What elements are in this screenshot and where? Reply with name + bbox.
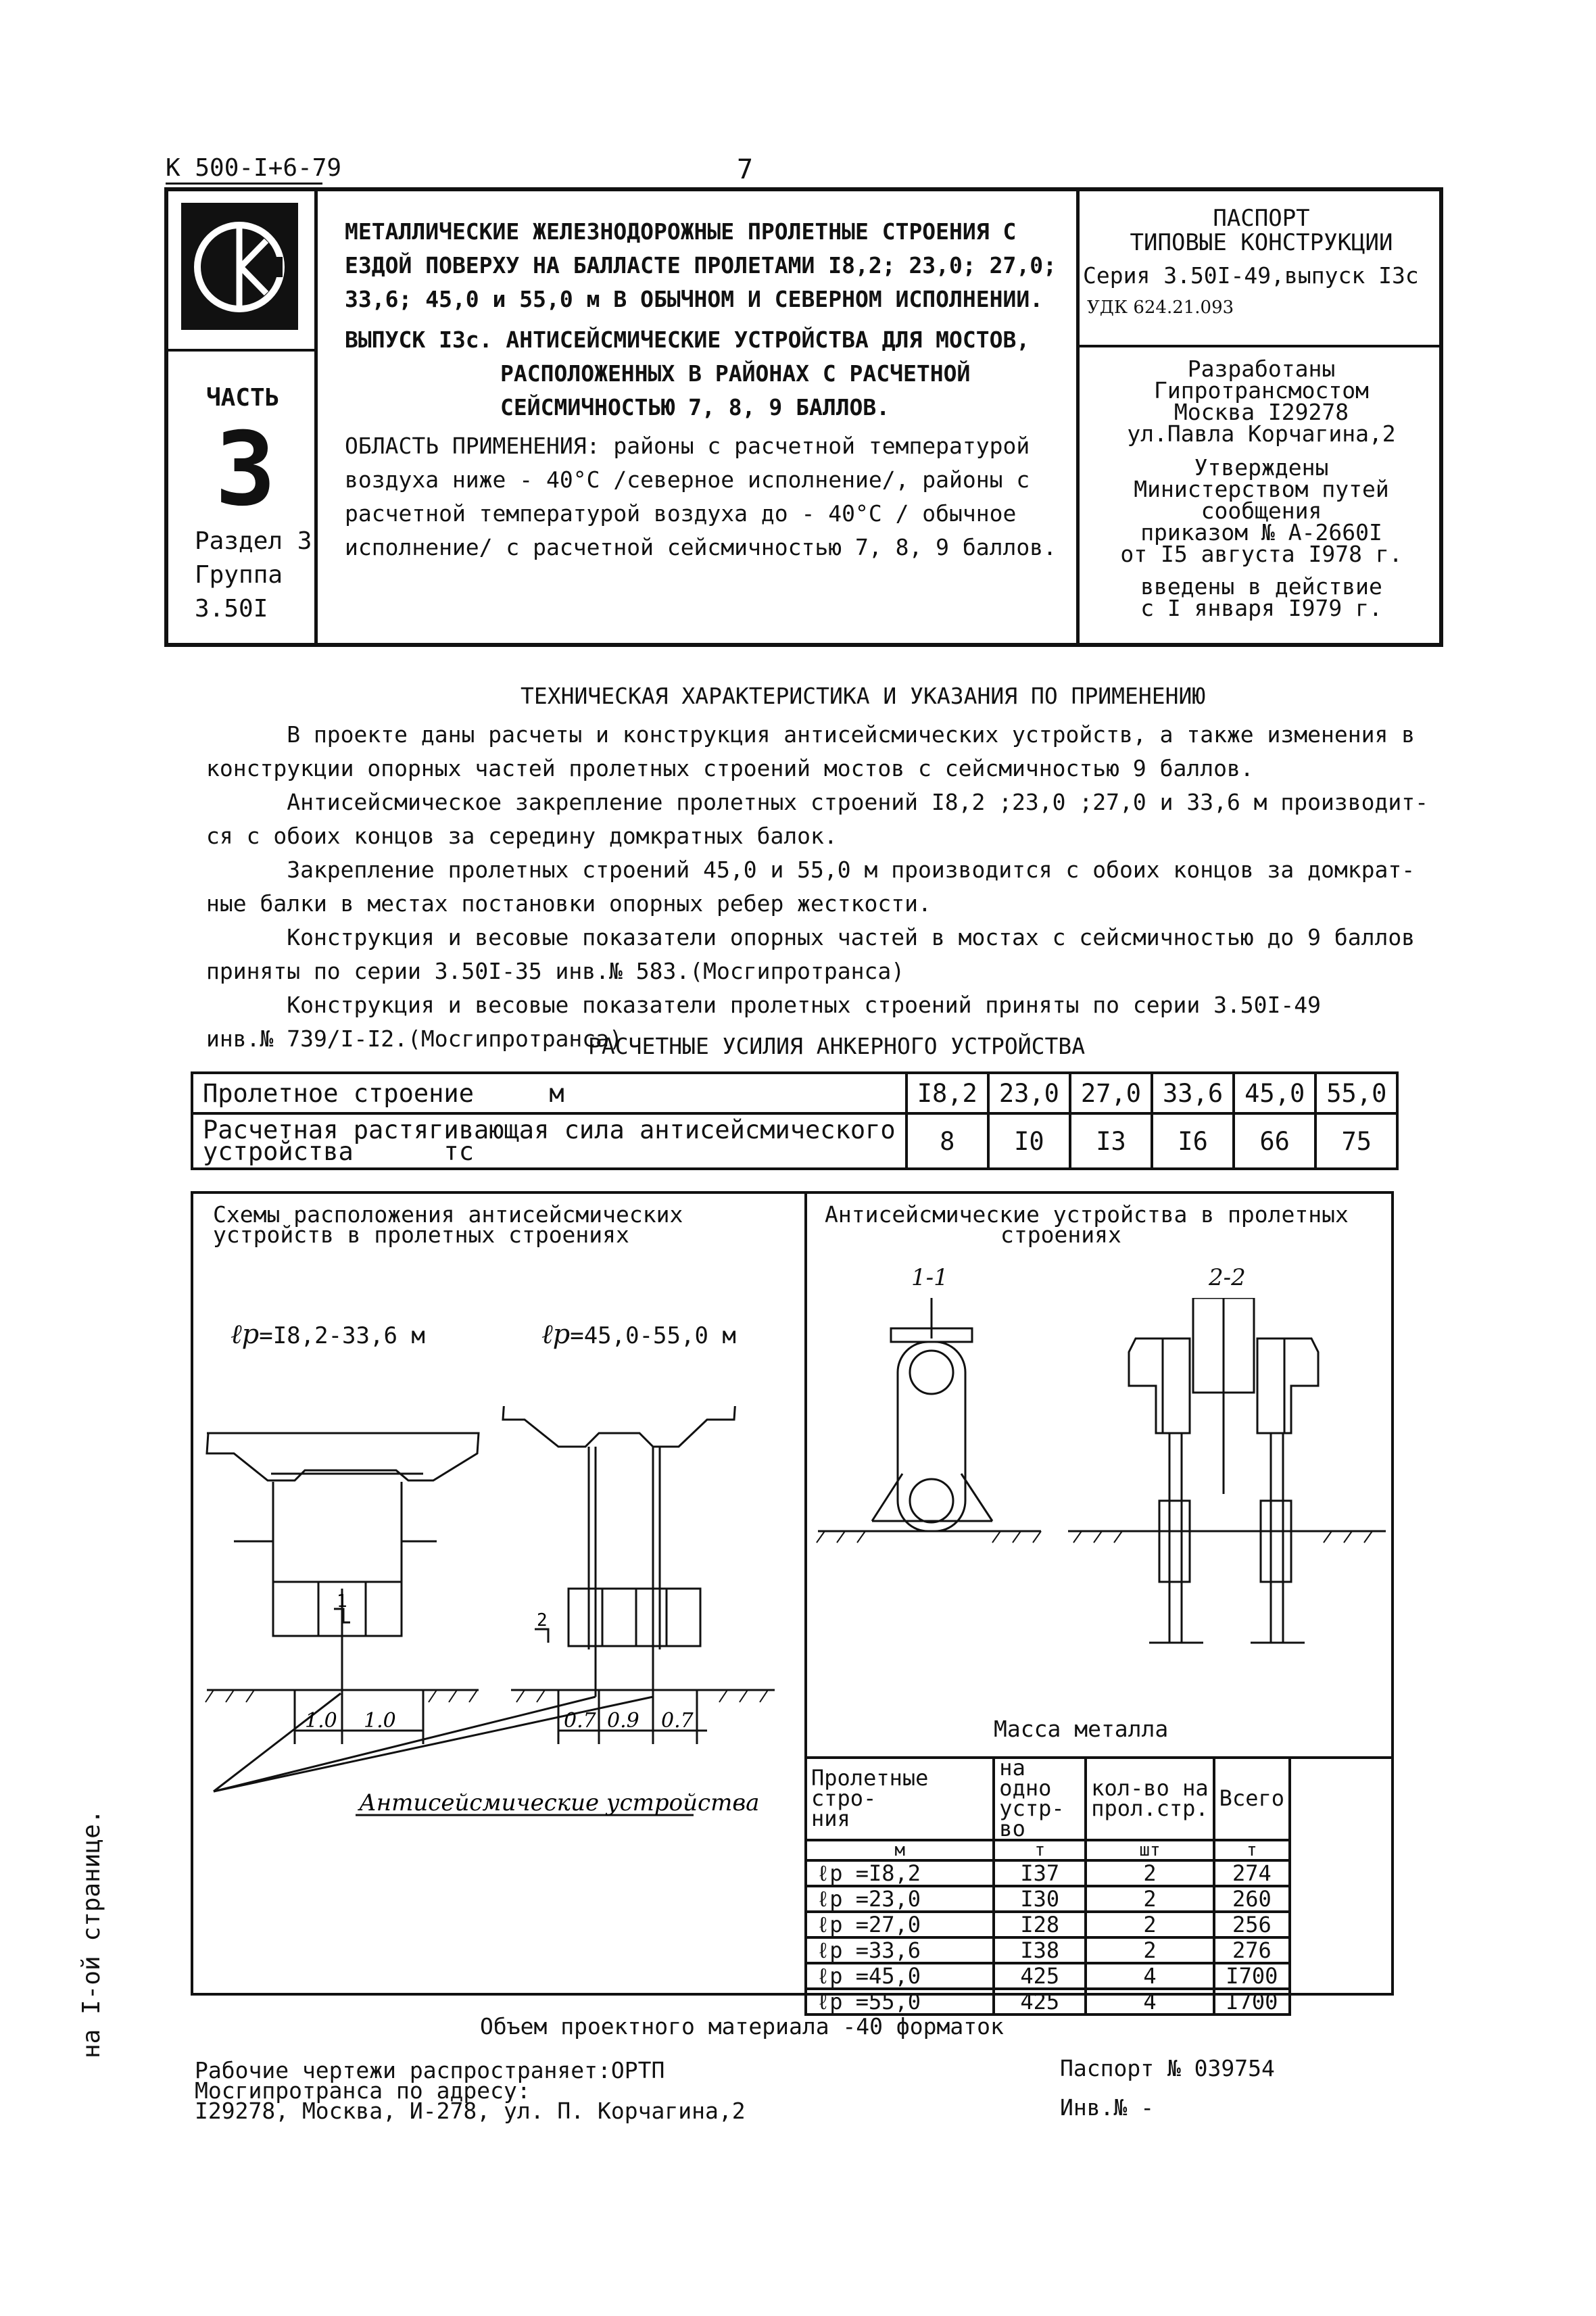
dim-a-1: 1.0: [364, 1709, 396, 1733]
forces-table: [191, 1071, 1399, 1170]
body-line: В проекте даны расчеты и конструкция антисейсмических устройств, а также изменения в: [206, 721, 1416, 748]
mass-count: 4: [1086, 1989, 1213, 2015]
logo-divider: [164, 349, 316, 352]
mass-header: Всего: [1214, 1758, 1290, 1840]
title-line: МЕТАЛЛИЧЕСКИЕ ЖЕЛЕЗНОДОРОЖНЫЕ ПРОЛЕТНЫЕ СТРОЕНИЯ С: [345, 218, 1017, 245]
effective-line: введены в действие: [1140, 573, 1382, 600]
body-line: Антисейсмическое закрепление пролетных строений I8,2 ;23,0 ;27,0 и 33,6 м производит-: [206, 789, 1428, 815]
span-cell: 55,0: [1315, 1073, 1397, 1113]
passport-udk: УДК 624.21.093: [1087, 297, 1234, 318]
mass-total: I700: [1214, 1989, 1290, 2015]
scope-line: расчетной температурой воздуха до - 40°С / обычное: [345, 500, 1017, 527]
body-line: конструкции опорных частей пролетных строений мостов с сейсмичностью 9 баллов.: [206, 755, 1254, 781]
mass-span: ℓр =I8,2: [806, 1860, 994, 1886]
mass-header: на одно устр-во: [994, 1758, 1086, 1840]
mass-span: ℓр =55,0: [806, 1989, 994, 2015]
devices-title-line: Антисейсмические устройства в пролетных: [825, 1201, 1349, 1228]
mass-total: 256: [1214, 1912, 1290, 1937]
mass-count: 2: [1086, 1912, 1213, 1937]
approved-line: Министерством путей: [1134, 476, 1389, 502]
mass-row: [806, 1886, 1290, 1912]
section-2-label: 2-2: [1209, 1264, 1246, 1291]
page-number: 7: [737, 154, 754, 185]
forces-table-title: РАСЧЕТНЫЕ УСИЛИЯ АНКЕРНОГО УСТРОЙСТВА: [588, 1033, 1086, 1059]
mass-per-device: I37: [994, 1860, 1086, 1886]
body-line: Закрепление пролетных строений 45,0 и 55,0 м производится с обоих концов за домкрат-: [206, 857, 1416, 883]
devices-drawing: [811, 1298, 1393, 1676]
callout-label: Антисейсмические устройства: [359, 1789, 760, 1816]
mass-span: ℓр =33,6: [806, 1937, 994, 1963]
approved-line: от I5 августа I978 г.: [1120, 541, 1403, 567]
callout-leader: [214, 1697, 596, 1791]
title-line: ЕЗДОЙ ПОВЕРХУ НА БАЛЛАСТЕ ПРОЛЕТАМИ I8,2; 23,0; 27,0;: [345, 252, 1057, 279]
mass-unit: т: [1214, 1840, 1290, 1860]
mass-row: [806, 1912, 1290, 1937]
span-symbol: ℓр: [541, 1319, 571, 1350]
developed-line: Гипротрансмостом: [1154, 377, 1369, 404]
body-line: Конструкция и весовые показатели пролетных строений приняты по серии 3.50I-49: [206, 992, 1322, 1018]
force-cell: I6: [1152, 1113, 1234, 1169]
body-line: инв.№ 739/I-I2.(Мосгипротранса): [206, 1026, 623, 1052]
passport-divider: [1076, 345, 1443, 347]
logo-mark-icon: [181, 203, 298, 330]
developed-block: [1080, 358, 1443, 445]
devices-title: [811, 1201, 1394, 1248]
mass-per-device: I28: [994, 1912, 1086, 1937]
title-line: 33,6; 45,0 и 55,0 м В ОБЫЧНОМ И СЕВЕРНОМ ИСПОЛНЕНИИ.: [345, 286, 1044, 312]
scheme-label-a-value: =I8,2-33,6 м: [259, 1322, 425, 1349]
span-cell: 23,0: [988, 1073, 1070, 1113]
device-2-bracket: [1129, 1338, 1190, 1433]
distribution-line: I29278, Москва, И-278, ул. П. Корчагина,2: [195, 2098, 746, 2124]
part-label: ЧАСТЬ: [206, 384, 280, 412]
title-text: [345, 215, 1057, 316]
mass-total: 260: [1214, 1886, 1290, 1912]
distribution-note: [195, 2057, 746, 2124]
mass-title: Масса металла: [994, 1716, 1169, 1742]
scheme-drawing: [193, 1406, 802, 1866]
force-cell: I0: [988, 1113, 1070, 1169]
mass-total: 274: [1214, 1860, 1290, 1886]
side-note: на I-ой странице.: [78, 1809, 105, 2058]
body-heading: ТЕХНИЧЕСКАЯ ХАРАКТЕРИСТИКА И УКАЗАНИЯ ПО ПРИМЕНЕНИЮ: [521, 683, 1206, 709]
approved-block: [1080, 454, 1443, 567]
mass-header: Пролетные стро- ния: [806, 1758, 994, 1840]
mass-total: 276: [1214, 1937, 1290, 1963]
force-cell: 75: [1315, 1113, 1397, 1169]
device-1-pin: [910, 1479, 953, 1522]
dim-b-1: 0.9: [607, 1709, 639, 1733]
group-number: 3.50I: [195, 595, 268, 623]
mass-row: [806, 1860, 1290, 1886]
mass-per-device: I38: [994, 1937, 1086, 1963]
span-cell: 33,6: [1152, 1073, 1234, 1113]
mass-per-device: I30: [994, 1886, 1086, 1912]
dim-a-0: 1.0: [305, 1709, 337, 1733]
mass-row: [806, 1989, 1290, 2015]
volume-note: Объем проектного материала -40 форматок: [480, 2013, 1004, 2040]
span-cell: 45,0: [1234, 1073, 1315, 1113]
marker-1: 1: [337, 1591, 347, 1612]
scheme-title-line: Схемы расположения антисейсмических: [213, 1201, 683, 1228]
mass-span: ℓр =23,0: [806, 1886, 994, 1912]
dim-b-0: 0.7: [564, 1709, 596, 1733]
approved-line: сообщения: [1201, 498, 1322, 524]
effective-block: [1080, 573, 1443, 621]
section-label: Раздел 3: [195, 527, 312, 555]
mass-unit: шт: [1086, 1840, 1213, 1860]
force-cell: I3: [1070, 1113, 1152, 1169]
scheme-label-a: [203, 1291, 425, 1350]
issue-line: РАСПОЛОЖЕННЫХ В РАЙОНАХ С РАСЧЕТНОЙ: [500, 360, 971, 387]
developed-line: Разработаны: [1187, 356, 1336, 382]
mass-count: 2: [1086, 1937, 1213, 1963]
part-number: 3: [215, 411, 276, 529]
device-1-body: [898, 1342, 965, 1531]
mass-span: ℓр =45,0: [806, 1963, 994, 1989]
mass-per-device: 425: [994, 1963, 1086, 1989]
span-symbol: ℓр: [230, 1319, 260, 1350]
dim-b-2: 0.7: [661, 1709, 694, 1733]
passport-series: Серия 3.50I-49,выпуск I3с: [1083, 262, 1419, 289]
span-cell: I8,2: [906, 1073, 988, 1113]
passport-number: Паспорт № 039754: [1060, 2055, 1275, 2081]
issue-text: [345, 323, 1030, 425]
forces-row2-label-line: устройства тс: [203, 1137, 474, 1166]
device-2-bracket: [1257, 1338, 1318, 1433]
passport-header: [1080, 206, 1443, 255]
scheme-label-b: [514, 1291, 736, 1350]
approved-line: приказом № А-2660I: [1140, 519, 1382, 546]
mass-header: кол-во на прол.стр.: [1086, 1758, 1213, 1840]
scheme-label-b-value: =45,0-55,0 м: [570, 1322, 736, 1349]
deck-right: [503, 1406, 735, 1447]
scheme-title-line: устройств в пролетных строениях: [213, 1222, 629, 1248]
mass-unit: м: [806, 1840, 994, 1860]
scheme-title: [213, 1201, 683, 1248]
issue-line: ВЫПУСК I3с. АНТИСЕЙСМИЧЕСКИЕ УСТРОЙСТВА ДЛЯ МОСТОВ,: [345, 327, 1030, 353]
forces-row2-label: [192, 1113, 906, 1169]
mass-per-device: 425: [994, 1989, 1086, 2015]
title-block-divider-left: [314, 187, 318, 647]
device-1-pin: [910, 1351, 953, 1394]
scope-line: исполнение/ с расчетной сейсмичностью 7, 8, 9 баллов.: [345, 534, 1057, 560]
body-line: Конструкция и весовые показатели опорных частей в мостах с сейсмичностью до 9 баллов: [206, 924, 1416, 950]
span-cell: 27,0: [1070, 1073, 1152, 1113]
document-code: К 500-I+6-79: [166, 154, 342, 182]
code-underline: [166, 183, 322, 185]
mass-row: [806, 1937, 1290, 1963]
inventory-number: Инв.№ -: [1060, 2094, 1155, 2121]
mass-count: 4: [1086, 1963, 1213, 1989]
mass-unit: т: [994, 1840, 1086, 1860]
devices-title-line: строениях: [1000, 1222, 1121, 1248]
forces-row2-label-line: Расчетная растягивающая сила антисейсмического: [203, 1115, 896, 1144]
force-cell: 8: [906, 1113, 988, 1169]
forces-row1-label: [192, 1073, 906, 1113]
mass-table: [804, 1755, 1291, 2016]
distribution-line: Рабочие чертежи распространяет:ОРТП: [195, 2057, 665, 2083]
logo: [181, 203, 298, 330]
passport-subtitle: ТИПОВЫЕ КОНСТРУКЦИИ: [1130, 229, 1393, 256]
mass-span: ℓр =27,0: [806, 1912, 994, 1937]
effective-line: с I января I979 г.: [1140, 595, 1382, 621]
body-line: ные балки в местах постановки опорных ребер жесткости.: [206, 890, 932, 917]
mass-total: I700: [1214, 1963, 1290, 1989]
scope-text: [345, 429, 1057, 564]
developed-line: Москва I29278: [1174, 399, 1349, 425]
marker-2: 2: [537, 1610, 548, 1631]
body-line: ся с обоих концов за середину домкратных балок.: [206, 823, 838, 849]
group-label: Группа: [195, 561, 283, 589]
distribution-line: Мосгипротранса по адресу:: [195, 2077, 531, 2104]
section-1-label: 1-1: [911, 1264, 948, 1291]
mass-count: 2: [1086, 1860, 1213, 1886]
forces-row1-label-text: Пролетное строение м: [203, 1078, 564, 1108]
mass-count: 2: [1086, 1886, 1213, 1912]
developed-line: ул.Павла Корчагина,2: [1127, 420, 1396, 447]
passport-title: ПАСПОРТ: [1213, 205, 1310, 232]
scope-line: воздуха ниже - 40°С /северное исполнение/, районы с: [345, 466, 1030, 493]
scope-line: ОБЛАСТЬ ПРИМЕНЕНИЯ: районы с расчетной температурой: [345, 433, 1030, 459]
body-text: [206, 718, 1428, 1056]
force-cell: 66: [1234, 1113, 1315, 1169]
issue-line: СЕЙСМИЧНОСТЬЮ 7, 8, 9 БАЛЛОВ.: [500, 394, 890, 420]
body-line: приняты по серии 3.50I-35 инв.№ 583.(Мосгипротранса): [206, 958, 905, 984]
mass-row: [806, 1963, 1290, 1989]
approved-line: Утверждены: [1194, 454, 1329, 481]
